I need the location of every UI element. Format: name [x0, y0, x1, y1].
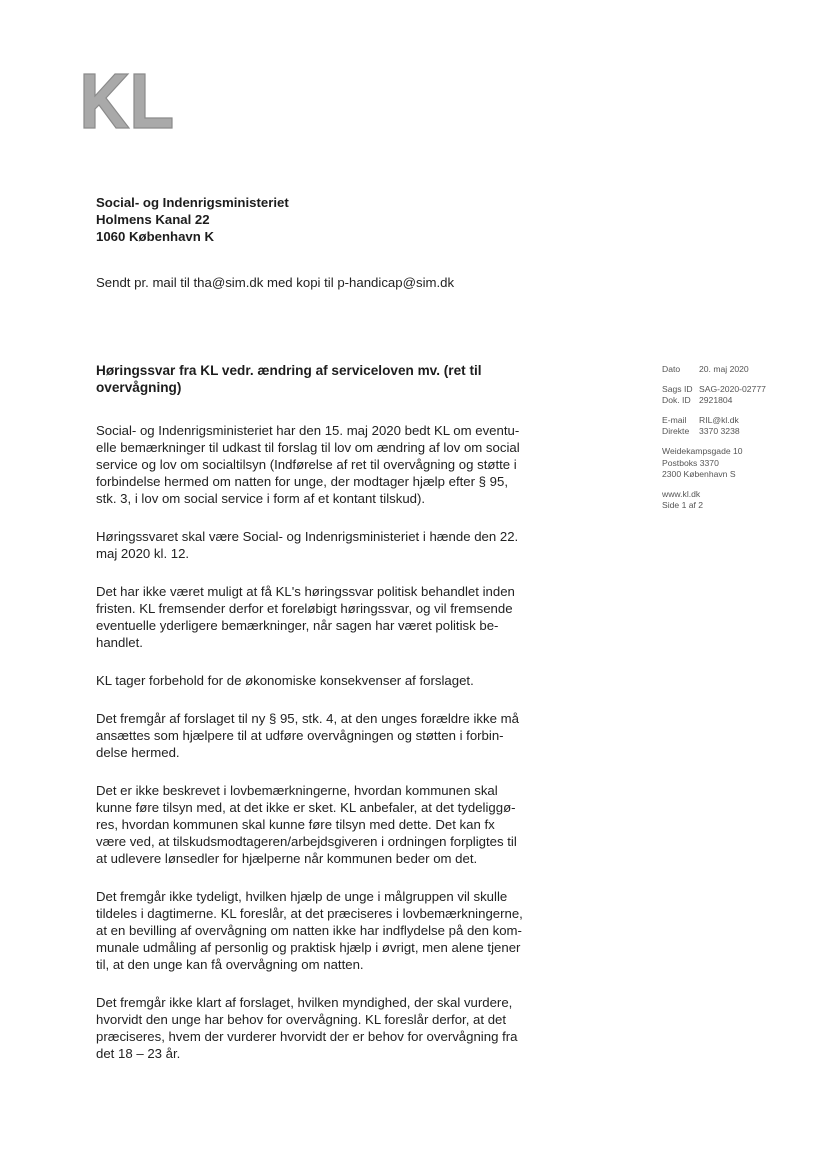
paragraph-line: Det fremgår ikke tydeligt, hvilken hjælp de unge i målgruppen vil skulle: [96, 889, 508, 904]
title-line: Høringssvar fra KL vedr. ændring af serviceloven mv. (ret til: [96, 363, 482, 378]
paragraph-line: eventuelle yderligere bemærkninger, når sagen har været politisk be-: [96, 618, 499, 633]
body-paragraph: [96, 710, 556, 761]
paragraph-line: Høringssvaret skal være Social- og Indenrigsministeriet i hænde den 22.: [96, 529, 519, 544]
direkte-row: [662, 426, 766, 438]
paragraph-line: præciseres, hvem der vurderer hvorvidt der er behov for overvågning fra: [96, 1029, 518, 1044]
paragraph-line: service og lov om socialtilsyn (Indførelse af ret til overvågning og støtte i: [96, 457, 517, 472]
body-paragraph: [96, 994, 556, 1062]
recipient-street: Holmens Kanal 22: [96, 212, 210, 227]
sags-id-value: SAG-2020-02777: [699, 383, 766, 394]
body-paragraph: [96, 782, 556, 867]
paragraph-line: tildeles i dagtimerne. KL foreslår, at det præciseres i lovbemærkningerne,: [96, 906, 523, 921]
sags-id-label: Sags ID: [662, 383, 693, 394]
address-line: Postboks 3370: [662, 457, 719, 468]
body-paragraph: [96, 528, 556, 562]
paragraph-line: forbindelse hermed om natten for unge, der modtager hjælp efter § 95,: [96, 474, 508, 489]
paragraph-line: Det har ikke været muligt at få KL's høringssvar politisk behandlet inden: [96, 584, 515, 599]
letter-body: [96, 422, 556, 1083]
address-line: Weidekampsgade 10: [662, 445, 743, 456]
paragraph-line: maj 2020 kl. 12.: [96, 546, 190, 561]
paragraph-line: at en bevilling af overvågning om natten ikke har indflydelse på den kom-: [96, 923, 522, 938]
recipient-address: [96, 194, 289, 245]
email-row: [662, 415, 766, 427]
body-paragraph: [96, 422, 556, 507]
postal-address-group: [662, 446, 766, 481]
sent-line: Sendt pr. mail til tha@sim.dk med kopi til p-handicap@sim.dk: [96, 275, 455, 290]
sidebar-info: [662, 364, 766, 520]
direkte-value: 3370 3238: [699, 426, 740, 437]
paragraph-line: Det fremgår af forslaget til ny § 95, stk. 4, at den unges forældre ikke må: [96, 711, 519, 726]
date-label: Dato: [662, 364, 681, 374]
kl-logo: [82, 72, 174, 130]
body-paragraph: [96, 583, 556, 651]
body-paragraph: [96, 672, 556, 689]
dok-id-row: [662, 395, 766, 407]
dok-id-value: 2921804: [699, 395, 733, 406]
paragraph-line: res, hvordan kommunen skal kunne føre tilsyn med dette. Det kan fx: [96, 817, 495, 832]
letter-title: [96, 362, 546, 396]
kl-logo-graphic: [82, 72, 174, 130]
paragraph-line: Det fremgår ikke klart af forslaget, hvilken myndighed, der skal vurdere,: [96, 995, 513, 1010]
paragraph-line: ansættes som hjælpere til at udføre overvågningen og støtten i forbin-: [96, 728, 504, 743]
recipient-city: 1060 København K: [96, 229, 214, 244]
contact-group: [662, 415, 766, 438]
dok-id-label: Dok. ID: [662, 395, 691, 406]
body-paragraph: [96, 888, 556, 973]
paragraph-line: være ved, at tilskudsmodtageren/arbejdsgiveren i ordningen forpligtes til: [96, 834, 517, 849]
paragraph-line: stk. 3, i lov om social service i form af et kontant tilskud).: [96, 491, 426, 506]
address-line: 2300 København S: [662, 469, 736, 480]
paragraph-line: hvorvidt den unge har behov for overvågning. KL foreslår derfor, at det: [96, 1012, 507, 1027]
title-line: overvågning): [96, 380, 182, 395]
page-number: Side 1 af 2: [662, 500, 704, 511]
paragraph-line: til, at den unge kan få overvågning om natten.: [96, 957, 364, 972]
paragraph-line: fristen. KL fremsender derfor et foreløbigt høringssvar, og vil fremsende: [96, 601, 513, 616]
email-label: E-mail: [662, 414, 687, 425]
paragraph-line: Det er ikke beskrevet i lovbemærkningerne, hvordan kommunen skal: [96, 783, 498, 798]
id-group: [662, 384, 766, 407]
paragraph-line: elle bemærkninger til udkast til forslag til lov om ændring af lov om social: [96, 440, 520, 455]
direkte-label: Direkte: [662, 426, 690, 437]
paragraph-line: det 18 – 23 år.: [96, 1046, 181, 1061]
recipient-name: Social- og Indenrigsministeriet: [96, 195, 289, 210]
date-row: [662, 364, 766, 376]
email-value: RIL@kl.dk: [699, 414, 739, 425]
paragraph-line: kunne føre tilsyn med, at det ikke er sket. KL anbefaler, at det tydeliggø-: [96, 800, 516, 815]
paragraph-line: munale udmåling af personlig og praktisk hjælp i øvrigt, men alene tjener: [96, 940, 521, 955]
paragraph-line: at udlevere lønsedler for hjælperne når kommunen beder om det.: [96, 851, 478, 866]
date-value: 20. maj 2020: [699, 364, 749, 374]
website: www.kl.dk: [662, 488, 701, 499]
paragraph-line: handlet.: [96, 635, 143, 650]
date-group: [662, 364, 766, 376]
paragraph-line: KL tager forbehold for de økonomiske konsekvenser af forslaget.: [96, 673, 474, 688]
web-group: [662, 489, 766, 512]
paragraph-line: delse hermed.: [96, 745, 180, 760]
paragraph-line: Social- og Indenrigsministeriet har den 15. maj 2020 bedt KL om eventu-: [96, 423, 520, 438]
sags-id-row: [662, 384, 766, 396]
